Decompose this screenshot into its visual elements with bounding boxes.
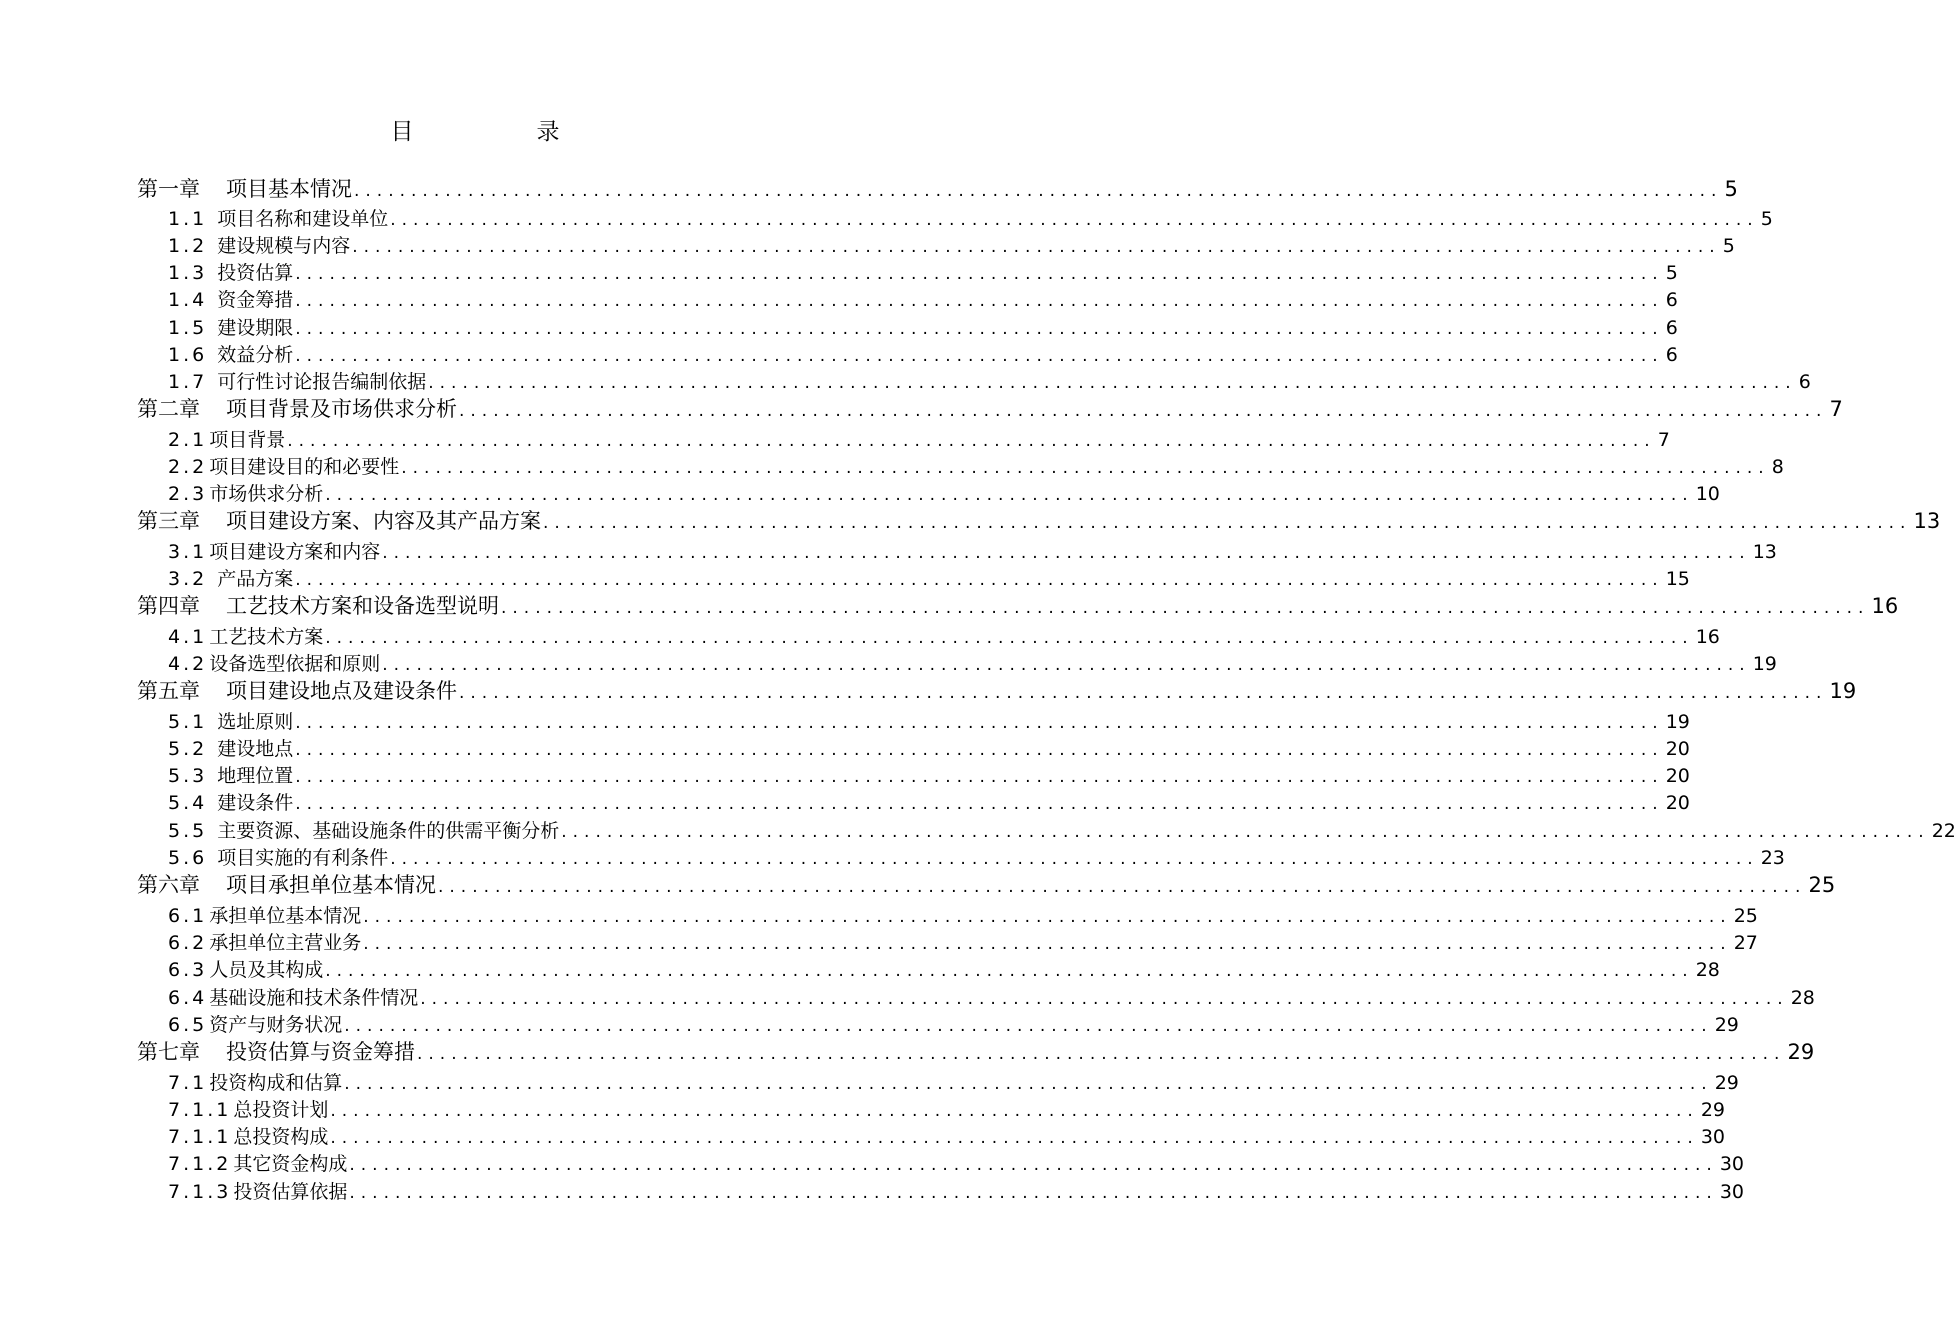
toc-entry-number: 4.2: [168, 653, 208, 675]
toc-entry-number: 1.3: [168, 262, 208, 284]
toc-section-entry[interactable]: [168, 1069, 1739, 1097]
toc-section-entry[interactable]: [168, 1096, 1726, 1124]
toc-dot-leader: ........................................................................................................................: [344, 1016, 1713, 1036]
toc-dot-leader: ........................................................................................................................: [363, 934, 1732, 954]
toc-entry-label: 项目承担单位基本情况: [226, 873, 436, 897]
toc-entry-label: 总投资构成: [233, 1126, 329, 1148]
toc-entry-page-number: 25: [1808, 873, 1836, 897]
toc-section-entry[interactable]: [168, 1123, 1726, 1151]
toc-dot-leader: ........................................................................................................................: [438, 877, 1807, 897]
toc-entry-label: 产品方案: [217, 568, 294, 590]
toc-section-entry[interactable]: [168, 789, 1690, 817]
toc-entry-label: 其它资金构成: [233, 1153, 348, 1175]
toc-dot-leader: ........................................................................................................................: [543, 513, 1912, 533]
toc-dot-leader: ........................................................................................................................: [401, 458, 1770, 478]
toc-section-entry[interactable]: [168, 762, 1690, 790]
toc-dot-leader: ........................................................................................................................: [295, 794, 1664, 814]
toc-section-entry[interactable]: [168, 565, 1690, 593]
toc-entry-page-number: 29: [1714, 1072, 1739, 1094]
toc-section-entry[interactable]: [168, 259, 1678, 287]
toc-section-entry[interactable]: [168, 480, 1720, 508]
toc-entry-page-number: 23: [1760, 847, 1785, 869]
toc-section-entry[interactable]: [168, 956, 1720, 984]
toc-dot-leader: ........................................................................................................................: [295, 767, 1664, 787]
toc-entry-label: 建设条件: [217, 792, 294, 814]
toc-entry-number: 第四章: [137, 594, 200, 618]
toc-entry-page-number: 29: [1700, 1099, 1726, 1121]
toc-entry-label: 建设期限: [217, 317, 294, 339]
page-title: 目 录: [390, 119, 610, 145]
toc-entry-number: 5.4: [168, 792, 208, 814]
toc-entry-page-number: 13: [1752, 541, 1777, 563]
toc-entry-number: 2.2: [168, 456, 208, 478]
toc-section-entry[interactable]: [168, 426, 1670, 454]
toc-entry-label: 资产与财务状况: [209, 1014, 343, 1036]
toc-section-entry[interactable]: [168, 314, 1678, 342]
toc-entry-label: 建设规模与内容: [217, 235, 351, 257]
toc-entry-page-number: 16: [1871, 594, 1899, 618]
toc-entry-number: 第二章: [137, 397, 200, 421]
toc-entry-number: 第一章: [137, 177, 200, 201]
toc-entry-label: 建设地点: [217, 738, 294, 760]
toc-dot-leader: ........................................................................................................................: [354, 181, 1723, 201]
toc-section-entry[interactable]: [168, 232, 1735, 260]
toc-entry-page-number: 27: [1733, 932, 1758, 954]
toc-entry-label: 选址原则: [217, 711, 294, 733]
toc-entry-page-number: 6: [1665, 317, 1678, 339]
toc-entry-page-number: 6: [1798, 371, 1811, 393]
toc-entry-number: 1.2: [168, 235, 208, 257]
toc-entry-page-number: 16: [1695, 626, 1720, 648]
toc-chapter-entry[interactable]: [137, 395, 1843, 423]
toc-dot-leader: ........................................................................................................................: [295, 319, 1664, 339]
toc-entry-label: 市场供求分析: [209, 483, 324, 505]
toc-entry-number: 7.1.2: [168, 1153, 232, 1175]
toc-chapter-entry[interactable]: [137, 871, 1836, 899]
toc-section-entry[interactable]: [168, 341, 1678, 369]
toc-dot-leader: ........................................................................................................................: [382, 655, 1751, 675]
toc-entry-page-number: 25: [1733, 905, 1758, 927]
toc-entry-number: 7.1.1: [168, 1126, 232, 1148]
toc-dot-leader: ........................................................................................................................: [390, 849, 1759, 869]
toc-dot-leader: ........................................................................................................................: [417, 1044, 1786, 1064]
toc-entry-number: 6.1: [168, 905, 208, 927]
toc-entry-number: 第六章: [137, 873, 200, 897]
toc-entry-label: 工艺技术方案: [209, 626, 324, 648]
toc-dot-leader: ........................................................................................................................: [363, 907, 1732, 927]
toc-entry-label: 设备选型依据和原则: [209, 653, 381, 675]
toc-entry-number: 3.1: [168, 541, 208, 563]
toc-entry-label: 项目名称和建设单位: [217, 208, 389, 230]
toc-entry-page-number: 29: [1787, 1040, 1815, 1064]
toc-entry-page-number: 20: [1665, 738, 1690, 760]
toc-section-entry[interactable]: [168, 735, 1690, 763]
toc-entry-number: 1.6: [168, 344, 208, 366]
toc-entry-number: 5.2: [168, 738, 208, 760]
toc-entry-label: 主要资源、基础设施条件的供需平衡分析: [217, 820, 560, 842]
toc-dot-leader: ........................................................................................................................: [428, 373, 1797, 393]
toc-section-entry[interactable]: [168, 1011, 1739, 1039]
toc-entry-label: 可行性讨论报告编制依据: [217, 371, 427, 393]
toc-entry-label: 投资估算依据: [233, 1181, 348, 1203]
toc-entry-number: 5.6: [168, 847, 208, 869]
toc-entry-page-number: 5: [1724, 177, 1738, 201]
toc-section-entry[interactable]: [168, 708, 1690, 736]
toc-entry-page-number: 7: [1829, 397, 1843, 421]
toc-dot-leader: ........................................................................................................................: [295, 291, 1664, 311]
toc-dot-leader: ........................................................................................................................: [459, 401, 1828, 421]
toc-entry-number: 6.3: [168, 959, 208, 981]
toc-entry-page-number: 20: [1665, 792, 1690, 814]
toc-entry-number: 5.3: [168, 765, 208, 787]
toc-entry-page-number: 10: [1695, 483, 1720, 505]
toc-section-entry[interactable]: [168, 368, 1811, 396]
toc-entry-number: 5.1: [168, 711, 208, 733]
toc-entry-page-number: 29: [1714, 1014, 1739, 1036]
toc-entry-page-number: 19: [1752, 653, 1777, 675]
toc-entry-number: 第五章: [137, 679, 200, 703]
toc-entry-number: 5.5: [168, 820, 208, 842]
toc-entry-label: 资金筹措: [217, 289, 294, 311]
toc-entry-page-number: 20: [1665, 765, 1690, 787]
toc-dot-leader: ........................................................................................................................: [295, 570, 1664, 590]
toc-entry-page-number: 7: [1657, 429, 1670, 451]
toc-section-entry[interactable]: [168, 817, 1956, 845]
toc-dot-leader: ........................................................................................................................: [295, 740, 1664, 760]
toc-entry-page-number: 8: [1771, 456, 1784, 478]
toc-entry-number: 6.4: [168, 987, 208, 1009]
toc-entry-label: 项目背景及市场供求分析: [226, 397, 457, 421]
toc-dot-leader: ........................................................................................................................: [325, 628, 1694, 648]
toc-section-entry[interactable]: [168, 286, 1678, 314]
toc-section-entry[interactable]: [168, 650, 1777, 678]
toc-entry-number: 第七章: [137, 1040, 200, 1064]
toc-entry-label: 效益分析: [217, 344, 294, 366]
toc-entry-label: 承担单位主营业务: [209, 932, 362, 954]
toc-section-entry[interactable]: [168, 538, 1777, 566]
toc-entry-label: 项目实施的有利条件: [217, 847, 389, 869]
toc-entry-page-number: 28: [1695, 959, 1720, 981]
toc-section-entry[interactable]: [168, 453, 1784, 481]
toc-dot-leader: ........................................................................................................................: [501, 598, 1870, 618]
toc-dot-leader: ........................................................................................................................: [390, 210, 1759, 230]
toc-dot-leader: ........................................................................................................................: [349, 1183, 1718, 1203]
toc-entry-label: 人员及其构成: [209, 959, 324, 981]
toc-dot-leader: ........................................................................................................................: [459, 683, 1828, 703]
toc-entry-page-number: 22: [1931, 820, 1956, 842]
toc-entry-label: 项目建设地点及建设条件: [226, 679, 457, 703]
toc-entry-number: 1.5: [168, 317, 208, 339]
toc-entry-page-number: 13: [1913, 509, 1941, 533]
toc-dot-leader: ........................................................................................................................: [344, 1074, 1713, 1094]
toc-entry-page-number: 6: [1665, 344, 1678, 366]
toc-entry-page-number: 19: [1829, 679, 1857, 703]
toc-dot-leader: ........................................................................................................................: [330, 1128, 1699, 1148]
toc-entry-number: 4.1: [168, 626, 208, 648]
toc-entry-page-number: 19: [1665, 711, 1690, 733]
toc-entry-label: 投资构成和估算: [209, 1072, 343, 1094]
toc-entry-page-number: 6: [1665, 289, 1678, 311]
toc-dot-leader: ........................................................................................................................: [325, 485, 1694, 505]
toc-dot-leader: ........................................................................................................................: [561, 822, 1930, 842]
toc-entry-page-number: 5: [1760, 208, 1773, 230]
toc-entry-number: 1.1: [168, 208, 208, 230]
toc-entry-label: 地理位置: [217, 765, 294, 787]
toc-entry-label: 项目建设方案、内容及其产品方案: [226, 509, 541, 533]
toc-chapter-entry[interactable]: [137, 507, 1941, 535]
toc-entry-label: 工艺技术方案和设备选型说明: [226, 594, 499, 618]
toc-section-entry[interactable]: [168, 623, 1720, 651]
toc-dot-leader: ........................................................................................................................: [330, 1101, 1699, 1121]
toc-chapter-entry[interactable]: [137, 175, 1738, 203]
toc-entry-page-number: 5: [1665, 262, 1678, 284]
toc-entry-page-number: 15: [1665, 568, 1690, 590]
toc-entry-number: 7.1.1: [168, 1099, 232, 1121]
toc-section-entry[interactable]: [168, 205, 1773, 233]
toc-section-entry[interactable]: [168, 929, 1758, 957]
toc-entry-page-number: 30: [1700, 1126, 1726, 1148]
toc-entry-number: 3.2: [168, 568, 208, 590]
toc-section-entry[interactable]: [168, 1150, 1745, 1178]
toc-entry-number: 1.4: [168, 289, 208, 311]
toc-entry-label: 总投资计划: [233, 1099, 329, 1121]
toc-entry-number: 7.1.3: [168, 1181, 232, 1203]
toc-dot-leader: ........................................................................................................................: [325, 961, 1694, 981]
toc-entry-number: 1.7: [168, 371, 208, 393]
toc-dot-leader: ........................................................................................................................: [349, 1155, 1718, 1175]
toc-entry-label: 投资估算与资金筹措: [226, 1040, 415, 1064]
toc-entry-label: 承担单位基本情况: [209, 905, 362, 927]
toc-entry-label: 基础设施和技术条件情况: [209, 987, 419, 1009]
toc-entry-number: 6.5: [168, 1014, 208, 1036]
toc-entry-number: 2.3: [168, 483, 208, 505]
toc-section-entry[interactable]: [168, 902, 1758, 930]
toc-section-entry[interactable]: [168, 844, 1785, 872]
toc-entry-label: 项目建设方案和内容: [209, 541, 381, 563]
toc-dot-leader: ........................................................................................................................: [295, 346, 1664, 366]
toc-dot-leader: ........................................................................................................................: [295, 264, 1664, 284]
toc-entry-label: 项目基本情况: [226, 177, 352, 201]
toc-dot-leader: ........................................................................................................................: [382, 543, 1751, 563]
toc-dot-leader: ........................................................................................................................: [352, 237, 1721, 257]
toc-entry-number: 第三章: [137, 509, 200, 533]
toc-section-entry[interactable]: [168, 1178, 1745, 1206]
toc-entry-number: 6.2: [168, 932, 208, 954]
toc-entry-page-number: 30: [1719, 1181, 1745, 1203]
toc-entry-number: 7.1: [168, 1072, 208, 1094]
toc-dot-leader: ........................................................................................................................: [295, 713, 1664, 733]
toc-chapter-entry[interactable]: [137, 1038, 1815, 1066]
toc-entry-page-number: 28: [1790, 987, 1815, 1009]
toc-entry-label: 项目背景: [209, 429, 286, 451]
toc-entry-page-number: 30: [1719, 1153, 1745, 1175]
toc-section-entry[interactable]: [168, 984, 1815, 1012]
toc-chapter-entry[interactable]: [137, 592, 1899, 620]
toc-entry-label: 投资估算: [217, 262, 294, 284]
toc-entry-page-number: 5: [1722, 235, 1735, 257]
toc-chapter-entry[interactable]: [137, 677, 1857, 705]
toc-dot-leader: ........................................................................................................................: [420, 989, 1789, 1009]
toc-entry-label: 项目建设目的和必要性: [209, 456, 400, 478]
toc-entry-number: 2.1: [168, 429, 208, 451]
toc-dot-leader: ........................................................................................................................: [287, 431, 1656, 451]
